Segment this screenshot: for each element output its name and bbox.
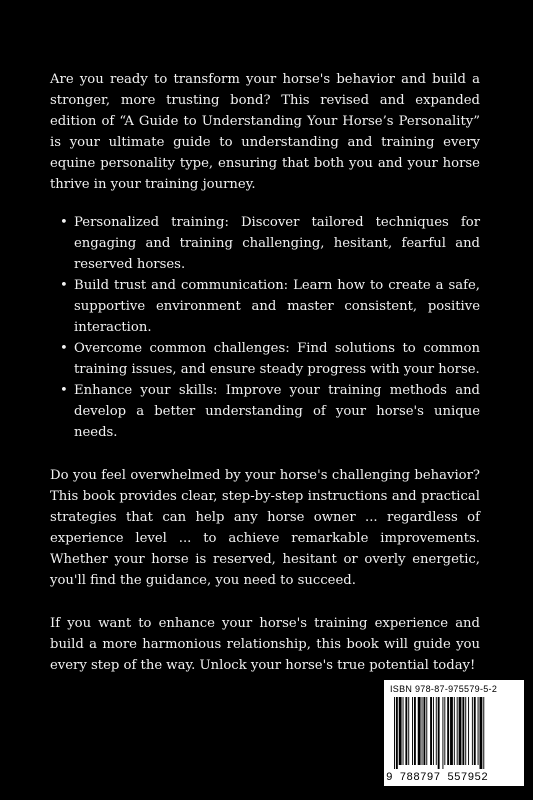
barcode-bar	[480, 697, 483, 769]
barcode-bar	[394, 697, 395, 769]
barcode-bar	[423, 697, 425, 765]
list-item: • Build trust and communication: Learn how to create a safe, supportive environment and master consistent, positive interaction.	[74, 275, 480, 338]
intro-paragraph: Are you ready to transform your horse's behavior and build a stronger, more trusting bond? This revised and expanded edition of “A Guide to Understanding Your Horse’s Personality” is your ultimate guide to understanding and training every equine personality type, ensuring that both you and your horse thrive in your training journey.	[50, 72, 480, 192]
barcode-bars	[394, 697, 514, 769]
barcode-bar	[478, 697, 479, 765]
barcode-bar	[430, 697, 432, 765]
middle-paragraph: Do you feel overwhelmed by your horse's challenging behavior? This book provides clear, step-by-step instructions and practical strategies that can help any horse owner ... regardless of experience level ... to achieve remarkable improvements. Whether your horse is reserved, hesitant or overly energetic, you'll find the guidance, you need to succeed.	[50, 468, 480, 588]
barcode-bar	[418, 697, 421, 765]
barcode-bar	[396, 697, 398, 769]
barcode-bar	[483, 697, 484, 769]
list-item: • Enhance your skills: Improve your training methods and develop a better understanding of your horse's unique needs.	[74, 380, 480, 443]
barcode-bar	[444, 697, 445, 765]
isbn-barcode	[384, 680, 524, 786]
barcode-bar	[408, 697, 409, 765]
barcode-bar	[412, 697, 413, 765]
barcode-bar	[436, 697, 437, 765]
feature-list	[50, 212, 480, 443]
barcode-bar	[399, 697, 402, 765]
barcode-bar	[468, 697, 469, 765]
back-cover-text	[50, 69, 480, 676]
barcode-bar	[438, 697, 440, 769]
barcode-digits: 9 788797 557952	[386, 772, 489, 784]
barcode-bar	[405, 697, 407, 765]
list-item: • Overcome common challenges: Find solutions to common training issues, and ensure steady progress with your horse.	[74, 338, 480, 380]
list-item: • Personalized training: Discover tailored techniques for engaging and training challenging, hesitant, fearful and reserved horses.	[74, 212, 480, 275]
barcode-bar	[433, 697, 434, 765]
isbn-label: ISBN 978-87-975579-5-2	[390, 684, 498, 694]
barcode-bar	[459, 697, 462, 765]
barcode-bar	[414, 697, 416, 765]
barcode-bar	[442, 697, 443, 769]
barcode-bar	[472, 697, 473, 765]
closing-paragraph: If you want to enhance your horse's training experience and build a more harmonious relationship, this book will guide you every step of the way. Unlock your horse's true potential today!	[50, 616, 480, 673]
barcode-bar	[462, 697, 464, 765]
barcode-bar	[403, 697, 404, 765]
barcode-bar	[465, 697, 466, 765]
barcode-bar	[450, 697, 453, 765]
barcode-bar	[454, 697, 455, 765]
barcode-bar	[474, 697, 476, 765]
barcode-bar	[422, 697, 423, 765]
barcode-bar	[457, 697, 458, 765]
barcode-bar	[447, 697, 449, 765]
barcode-bar	[426, 697, 427, 765]
